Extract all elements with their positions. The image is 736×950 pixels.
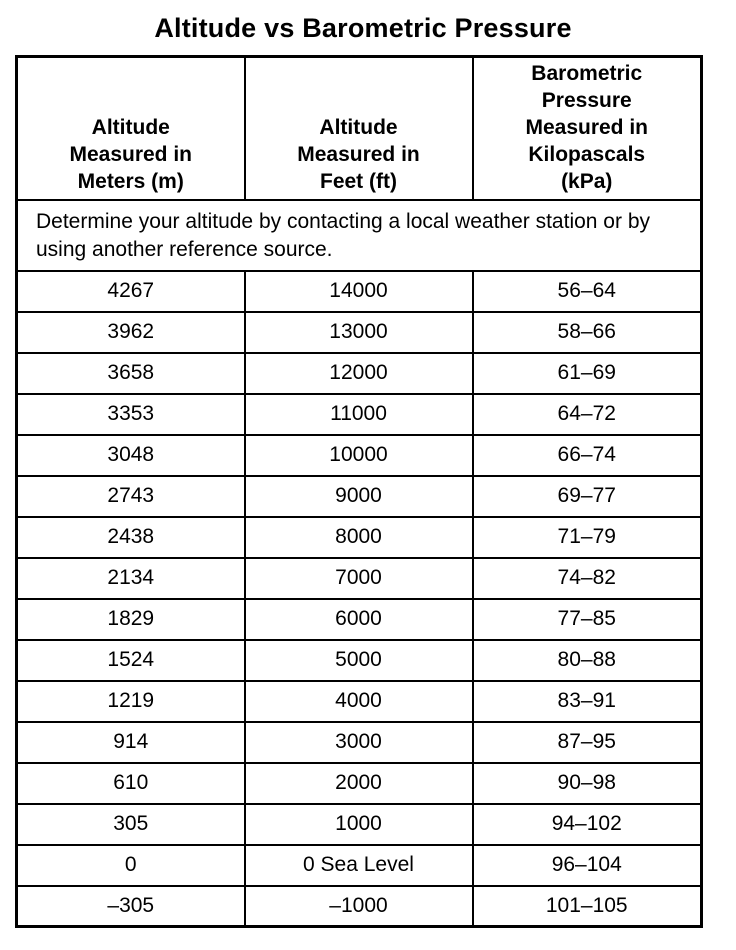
- header-text: Measured in: [69, 142, 193, 166]
- feet-cell: 7000: [245, 558, 473, 599]
- meters-cell: 0: [17, 845, 245, 886]
- table-row: [17, 640, 702, 681]
- header-text: Feet (ft): [320, 169, 397, 193]
- table-row: [17, 845, 702, 886]
- page-title: Altitude vs Barometric Pressure: [154, 13, 572, 43]
- kpa-cell: 71–79: [473, 517, 702, 558]
- table-row: [17, 599, 702, 640]
- header-text: Barometric: [531, 61, 643, 85]
- meters-cell: 3048: [17, 435, 245, 476]
- table-row: [17, 886, 702, 927]
- header-text: Altitude: [91, 115, 170, 139]
- header-text: Pressure: [541, 88, 632, 112]
- meters-cell: 610: [17, 763, 245, 804]
- meters-cell: 3962: [17, 312, 245, 353]
- header-text: Measured in: [525, 115, 649, 139]
- header-text: Meters (m): [77, 169, 184, 193]
- meters-cell: 2134: [17, 558, 245, 599]
- kpa-cell: 64–72: [473, 394, 702, 435]
- feet-cell: 12000: [245, 353, 473, 394]
- table-row: [17, 763, 702, 804]
- meters-cell: 1829: [17, 599, 245, 640]
- feet-cell: 8000: [245, 517, 473, 558]
- meters-cell: 2438: [17, 517, 245, 558]
- kpa-cell: 101–105: [473, 886, 702, 927]
- header-text: Kilopascals: [528, 142, 646, 166]
- kpa-cell: 87–95: [473, 722, 702, 763]
- kpa-cell: 96–104: [473, 845, 702, 886]
- meters-cell: 1524: [17, 640, 245, 681]
- table-row: [17, 312, 702, 353]
- table-row: [17, 517, 702, 558]
- kpa-cell: 58–66: [473, 312, 702, 353]
- table-row: [17, 271, 702, 312]
- kpa-cell: 80–88: [473, 640, 702, 681]
- header-meters: [17, 57, 245, 200]
- feet-cell: 6000: [245, 599, 473, 640]
- kpa-cell: 56–64: [473, 271, 702, 312]
- note-row: [17, 200, 702, 271]
- header-pressure: [473, 57, 702, 200]
- kpa-cell: 69–77: [473, 476, 702, 517]
- header-row: [17, 57, 702, 200]
- meters-cell: 4267: [17, 271, 245, 312]
- feet-cell: 14000: [245, 271, 473, 312]
- kpa-cell: 66–74: [473, 435, 702, 476]
- altitude-pressure-table: [15, 55, 703, 928]
- meters-cell: 2743: [17, 476, 245, 517]
- feet-cell: 3000: [245, 722, 473, 763]
- kpa-cell: 83–91: [473, 681, 702, 722]
- feet-cell: 2000: [245, 763, 473, 804]
- meters-cell: 305: [17, 804, 245, 845]
- meters-cell: 3658: [17, 353, 245, 394]
- kpa-cell: 74–82: [473, 558, 702, 599]
- table-row: [17, 681, 702, 722]
- table-row: [17, 722, 702, 763]
- feet-cell: 9000: [245, 476, 473, 517]
- kpa-cell: 94–102: [473, 804, 702, 845]
- feet-cell: 1000: [245, 804, 473, 845]
- feet-cell: 5000: [245, 640, 473, 681]
- feet-cell: 11000: [245, 394, 473, 435]
- feet-cell: 13000: [245, 312, 473, 353]
- table-row: [17, 804, 702, 845]
- meters-cell: 914: [17, 722, 245, 763]
- header-text: (kPa): [561, 169, 613, 193]
- header-text: Measured in: [297, 142, 420, 166]
- feet-cell: –1000: [245, 886, 473, 927]
- table-row: [17, 353, 702, 394]
- feet-cell: 4000: [245, 681, 473, 722]
- header-text: Altitude: [319, 115, 398, 139]
- header-feet: [245, 57, 473, 200]
- meters-cell: 1219: [17, 681, 245, 722]
- kpa-cell: 90–98: [473, 763, 702, 804]
- meters-cell: 3353: [17, 394, 245, 435]
- note-text: Determine your altitude by contacting a local weather station or by using another reference source.: [17, 200, 702, 271]
- meters-cell: –305: [17, 886, 245, 927]
- table-row: [17, 476, 702, 517]
- table-row: [17, 435, 702, 476]
- feet-cell: 0 Sea Level: [245, 845, 473, 886]
- feet-cell: 10000: [245, 435, 473, 476]
- kpa-cell: 61–69: [473, 353, 702, 394]
- table-row: [17, 558, 702, 599]
- kpa-cell: 77–85: [473, 599, 702, 640]
- table-row: [17, 394, 702, 435]
